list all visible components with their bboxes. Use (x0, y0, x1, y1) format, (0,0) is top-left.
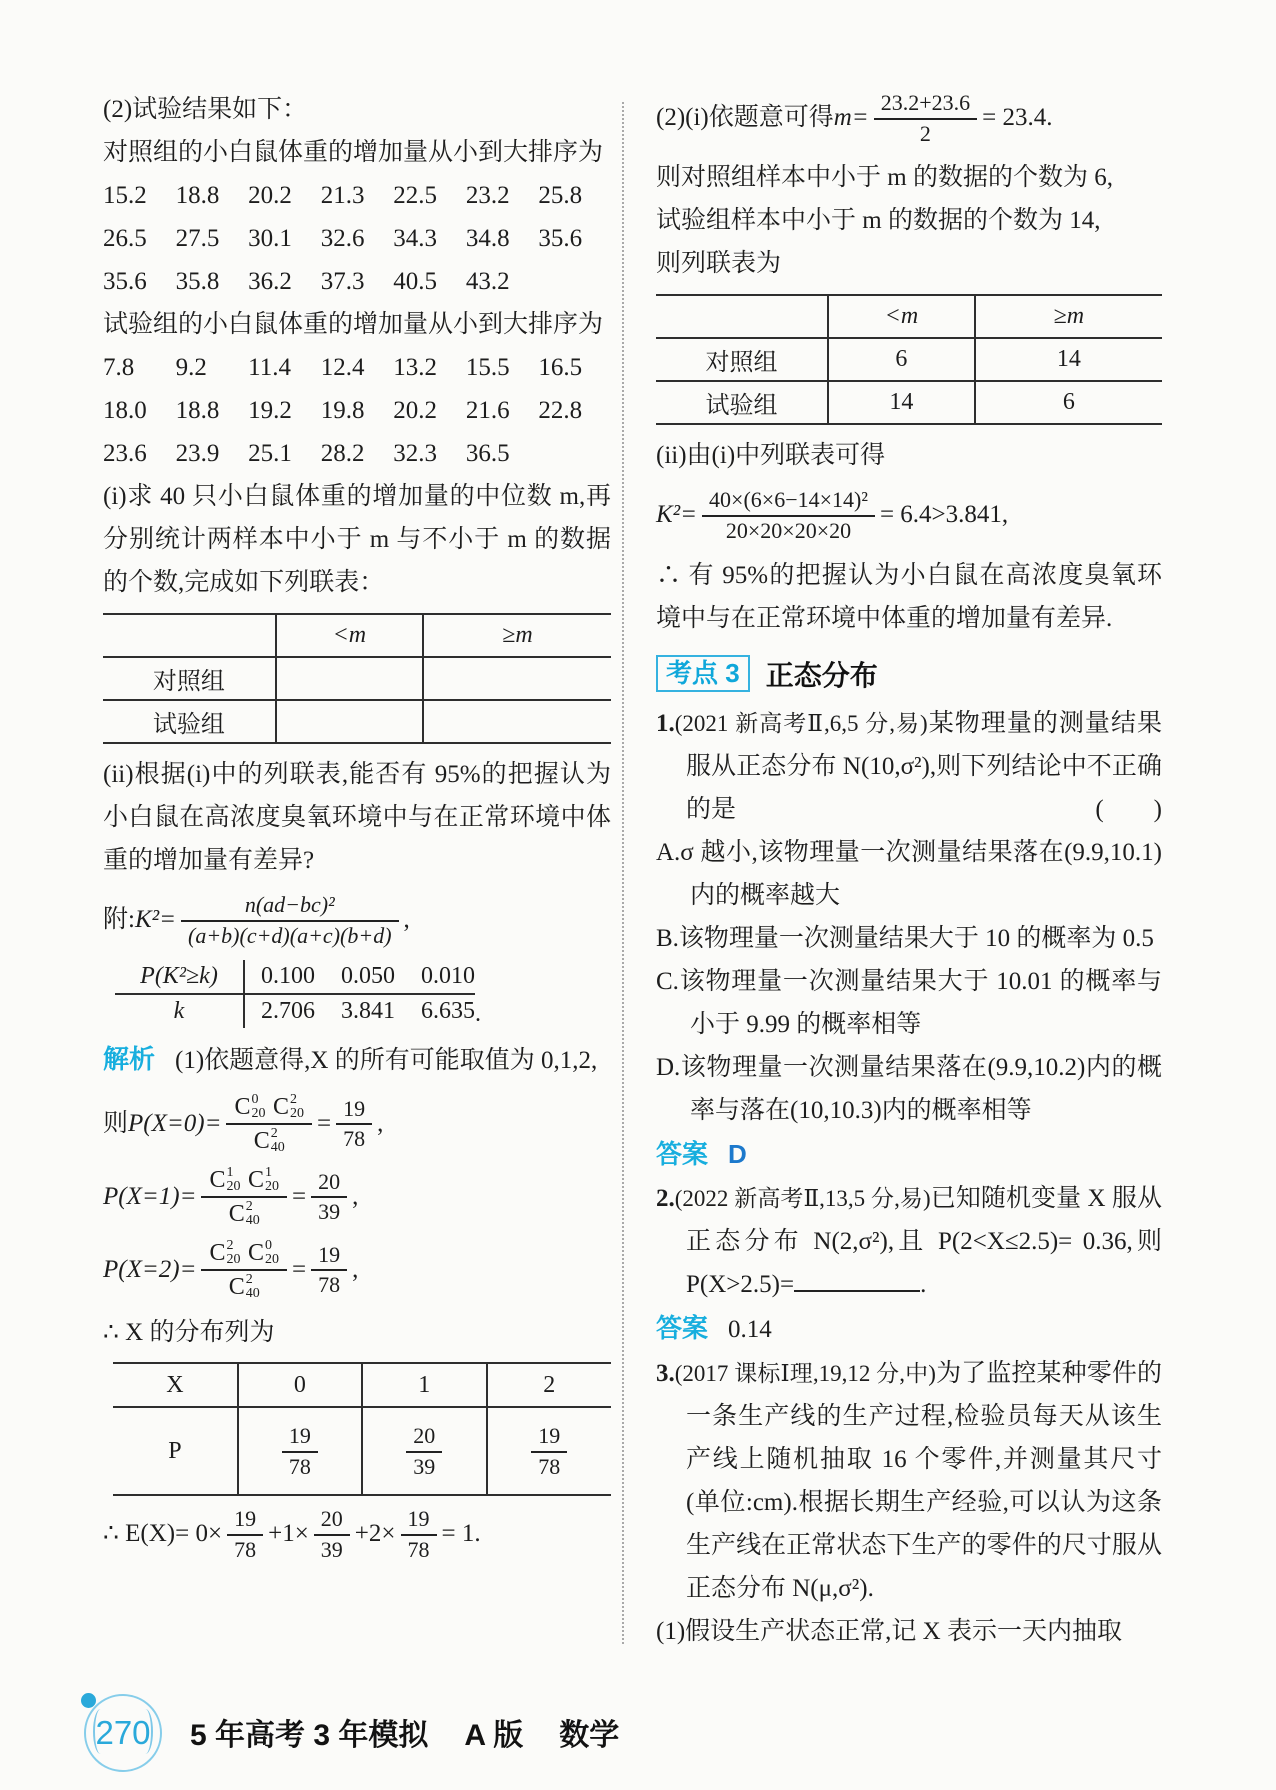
book-series-title: 5 年高考 3 年模拟 (190, 1719, 429, 1752)
weight-value: 22.8 (538, 397, 583, 424)
topic-heading (656, 654, 1162, 694)
table-row (115, 993, 475, 1028)
weight-value: 23.2 (465, 182, 510, 209)
table-row (656, 381, 1162, 424)
solution-paragraph: 则列联表为 (656, 250, 782, 278)
fraction-denominator: 78 (538, 1453, 561, 1479)
k-value: 6.635 (421, 998, 475, 1025)
formula-mid: +1× (268, 1520, 309, 1548)
left-column (103, 88, 611, 1573)
question-3-sub-part: (1)假设生产状态正常,记 X 表示一天内抽取 (656, 1617, 1122, 1645)
topic-badge: 考点 3 (656, 655, 750, 692)
table-cell: P (113, 1407, 237, 1495)
weight-value: 13.2 (393, 354, 438, 381)
fraction-denominator: 39 (320, 1536, 343, 1562)
table-header-row (103, 614, 611, 657)
weight-value: 9.2 (175, 354, 207, 381)
question-2 (656, 1177, 1162, 1306)
fraction-denominator: 78 (343, 1126, 366, 1152)
intro-paragraph: (2)试验结果如下： (103, 96, 308, 123)
weight-value: 18.0 (103, 397, 147, 424)
table-cell (243, 960, 475, 993)
combination-symbol: C (247, 1166, 264, 1193)
weight-value: 40.5 (393, 268, 438, 295)
table-cell: 6 (828, 338, 975, 381)
fraction-denominator (226, 1125, 312, 1155)
formula-tail: , (352, 1182, 359, 1210)
formula-lhs: P(X=1)= (103, 1182, 197, 1210)
weight-value: 25.1 (248, 440, 292, 467)
k2-computation-formula (656, 487, 1162, 543)
combination-symbol: C (209, 1166, 226, 1193)
combination-symbol: C (228, 1200, 245, 1227)
weight-value: 16.5 (538, 354, 583, 381)
answer-brackets: ( ) (1095, 795, 1162, 823)
combination (209, 1239, 240, 1267)
superscript: 2 (226, 1238, 234, 1254)
table-row (113, 1407, 611, 1495)
option-b: B.该物理量一次测量结果大于 10 的概率为 0.5 (656, 924, 1154, 952)
badge-dot-icon (81, 1693, 96, 1708)
weight-value: 32.3 (393, 440, 438, 467)
fraction (311, 1169, 347, 1225)
topic-title: 正态分布 (765, 659, 878, 691)
superscript: 1 (226, 1165, 234, 1181)
question-source: (2022 新高考Ⅱ,13,5 分,易) (674, 1185, 931, 1211)
weight-value: 26.5 (103, 225, 147, 252)
right-column (656, 88, 1162, 1653)
median-formula (656, 90, 1162, 146)
equals-sign: = (291, 1182, 307, 1210)
contingency-table-filled (656, 294, 1162, 425)
fraction (314, 1506, 350, 1562)
combination (229, 1273, 260, 1301)
table-cell (423, 700, 611, 743)
column-divider (622, 102, 624, 1644)
table-cell: 对照组 (103, 657, 276, 700)
book-edition: A 版 (464, 1719, 524, 1752)
combination (254, 1127, 285, 1155)
fraction (181, 892, 399, 948)
k-value: 2.706 (261, 998, 315, 1025)
subscript: 20 (251, 1106, 266, 1122)
fraction-numerator: 19 (336, 1096, 372, 1126)
table-cell: ≥m (423, 614, 611, 657)
fraction (336, 1096, 372, 1152)
fraction-numerator: 19 (531, 1423, 567, 1453)
probability-formula-x0 (103, 1092, 611, 1155)
fraction-denominator: 20×20×20×20 (725, 517, 852, 543)
subscript: 20 (264, 1179, 279, 1195)
fraction-numerator: n(ad−bc)² (181, 892, 399, 922)
fill-in-blank (794, 1267, 920, 1292)
superscript: 2 (270, 1126, 278, 1142)
solution-paragraph: 则对照组样本中小于 m 的数据的个数为 6, (656, 164, 1113, 192)
weight-value: 7.8 (103, 354, 135, 381)
fraction-numerator (201, 1238, 287, 1271)
question-number: 2. (656, 1184, 675, 1212)
answer-line-2 (656, 1306, 1162, 1352)
combination (273, 1093, 304, 1121)
combination-symbol: C (272, 1093, 289, 1120)
combination (248, 1166, 279, 1194)
weight-value: 36.2 (248, 268, 292, 295)
test-group-intro: 试验组的小白鼠体重的增加量从小到大排序为 (103, 311, 604, 338)
table-cell (238, 1407, 362, 1495)
control-data-row (103, 217, 611, 260)
weight-value: 35.6 (538, 225, 583, 252)
formula-lead: (2)(i)依题意可得 (656, 104, 834, 132)
fraction-numerator: 40×(6×6−14×14)² (702, 487, 875, 517)
weight-value: 32.6 (320, 225, 365, 252)
fraction (282, 1423, 318, 1479)
table-cell: ≥m (975, 295, 1162, 338)
weight-value: 35.8 (175, 268, 220, 295)
weight-value: 11.4 (248, 354, 291, 381)
question-text: . (920, 1270, 927, 1298)
fraction-denominator (201, 1271, 287, 1301)
question-number: 1. (656, 709, 675, 737)
formula-mid: +2× (354, 1520, 396, 1548)
superscript: 0 (251, 1092, 259, 1108)
formula-lead: 则 (103, 1109, 129, 1137)
combination-symbol: C (228, 1273, 245, 1300)
formula-prefix: 附: (103, 906, 135, 934)
weight-value: 20.2 (393, 397, 438, 424)
fraction-denominator: 39 (318, 1199, 341, 1225)
superscript: 2 (245, 1199, 253, 1215)
weight-value: 34.3 (393, 225, 438, 252)
table-cell: <m (276, 614, 423, 657)
table-cell: 试验组 (656, 381, 828, 424)
formula-tail: , (377, 1109, 384, 1137)
combination-symbol: C (253, 1127, 270, 1154)
test-data-row (103, 389, 611, 432)
table-cell: 2 (487, 1363, 611, 1407)
weight-value: 22.5 (393, 182, 438, 209)
table-row (103, 657, 611, 700)
weight-value: 27.5 (175, 225, 220, 252)
analysis-label: 解析 (103, 1044, 156, 1075)
weight-value: 19.8 (320, 397, 365, 424)
table-cell: P(K²≥k) (140, 963, 218, 990)
page-number: 270 (95, 1714, 151, 1751)
fraction-denominator: 78 (407, 1536, 430, 1562)
combination-symbol: C (234, 1093, 251, 1120)
critical-value-table-wrap (115, 960, 611, 1028)
k-value: 3.841 (341, 998, 395, 1025)
fraction-numerator: 19 (227, 1506, 263, 1536)
combination (209, 1166, 240, 1194)
weight-value: 37.3 (320, 268, 365, 295)
fraction (311, 1242, 347, 1298)
solution-paragraph: (ii)由(i)中列联表可得 (656, 442, 886, 470)
question-text: 某物理量的测量结果服从正态分布 N(10,σ²),则下列结论中不正确的是 (686, 709, 1162, 823)
weight-value: 34.8 (465, 225, 510, 252)
analysis-text: (1)依题意得,X 的所有可能取值为 0,1,2, (175, 1047, 598, 1075)
weight-value: 35.6 (103, 268, 147, 295)
subscript: 40 (245, 1286, 260, 1302)
probability-formula-x1 (103, 1165, 611, 1228)
combination (248, 1239, 279, 1267)
answer-value: 0.14 (728, 1315, 772, 1343)
fraction-numerator: 19 (282, 1423, 318, 1453)
option-a: A.σ 越小,该物理量一次测量结果落在(9.9,10.1)内的概率越大 (656, 838, 1162, 909)
weight-value: 23.9 (175, 440, 220, 467)
table-cell (487, 1407, 611, 1495)
part-i-question: (i)求 40 只小白鼠体重的增加量的中位数 m,再分别统计两样本中小于 m 与不小于 m 的数据的个数,完成如下列联表： (103, 483, 611, 596)
critical-value-table (115, 960, 475, 1028)
subscript: 20 (226, 1252, 241, 1268)
subscript: 20 (264, 1252, 279, 1268)
fraction (201, 1165, 287, 1228)
fraction (226, 1092, 312, 1155)
superscript: 2 (245, 1272, 253, 1288)
question-text: 已知随机变量 X 服从正态分布 N(2,σ²),且 P(2<X≤2.5)= 0.36,则 P(X>2.5)= (686, 1184, 1162, 1298)
combination-symbol: C (209, 1239, 226, 1266)
fraction (201, 1238, 287, 1301)
formula-lhs: K²= (656, 501, 698, 529)
subscript: 40 (245, 1213, 260, 1229)
book-subject: 数学 (559, 1719, 620, 1752)
distribution-table (113, 1362, 611, 1496)
part-ii-question: (ii)根据(i)中的列联表,能否有 95%的把握认为小白鼠在高浓度臭氧环境中与在正常环境中体重的增加量有差异? (103, 761, 611, 874)
table-cell: 0 (238, 1363, 362, 1407)
distribution-intro: ∴ X 的分布列为 (103, 1319, 275, 1347)
fraction-denominator: 78 (318, 1272, 341, 1298)
fraction-denominator: 78 (234, 1536, 257, 1562)
fraction-numerator: 20 (311, 1169, 347, 1199)
table-cell (276, 700, 423, 743)
fraction-denominator: 2 (919, 120, 931, 146)
question-source: (2017 课标Ⅰ理,19,12 分,中) (674, 1360, 936, 1386)
combination (229, 1200, 260, 1228)
option-d: D.该物理量一次测量结果落在(9.9,10.2)内的概率与落在(10,10.3)内的概率相等 (656, 1053, 1162, 1124)
table-cell (656, 295, 828, 338)
table-row (103, 700, 611, 743)
analysis-paragraph (103, 1038, 611, 1082)
formula-tail: = 23.4. (982, 104, 1053, 132)
conclusion-paragraph: ∴ 有 95%的把握认为小白鼠在高浓度臭氧环境中与在正常环境中体重的增加量有差异. (656, 561, 1162, 632)
table-cell: 1 (362, 1363, 486, 1407)
weight-value: 15.5 (465, 354, 510, 381)
weight-value: 30.1 (248, 225, 292, 252)
formula-lead: ∴ E(X)= 0× (103, 1520, 223, 1548)
table-header-row (656, 295, 1162, 338)
weight-value: 21.3 (320, 182, 365, 209)
weight-value: 20.2 (248, 182, 292, 209)
table-cell: k (173, 998, 185, 1025)
weight-value: 18.8 (175, 182, 220, 209)
p-value: 0.050 (341, 963, 395, 990)
table-header-row (113, 1363, 611, 1407)
question-source: (2021 新高考Ⅱ,6,5 分,易) (674, 710, 928, 736)
fraction (531, 1423, 567, 1479)
answer-label: 答案 (656, 1138, 709, 1169)
formula-lhs: K²= (134, 906, 176, 934)
formula-lhs: P(X=0)= (128, 1109, 222, 1137)
probability-formula-x2 (103, 1238, 611, 1301)
formula-lhs: m= (833, 104, 869, 132)
combination (234, 1093, 265, 1121)
equals-sign: = (291, 1255, 307, 1283)
weight-value: 19.2 (248, 397, 292, 424)
weight-value: 15.2 (103, 182, 147, 209)
page-number-badge (84, 1694, 162, 1772)
weight-value: 12.4 (320, 354, 365, 381)
option-c: C.该物理量一次测量结果大于 10.01 的概率与小于 9.99 的概率相等 (656, 967, 1162, 1038)
table-cell: X (113, 1363, 237, 1407)
question-1 (656, 702, 1162, 831)
formula-tail: = 6.4>3.841, (879, 501, 1009, 529)
footer (190, 1710, 619, 1754)
fraction-numerator (201, 1165, 287, 1198)
superscript: 1 (264, 1165, 272, 1181)
control-data-row (103, 260, 611, 303)
table-row (115, 960, 475, 993)
table-cell: <m (828, 295, 975, 338)
superscript: 2 (289, 1092, 297, 1108)
test-data-row (103, 346, 611, 389)
formula-tail: = 1. (441, 1520, 481, 1548)
table-cell (362, 1407, 486, 1495)
period: . (475, 1001, 481, 1028)
k2-definition-formula (103, 892, 611, 948)
weight-value: 23.6 (103, 440, 147, 467)
expectation-formula (103, 1506, 611, 1562)
table-cell: 14 (975, 338, 1162, 381)
question-text: 为了监控某种零件的一条生产线的生产过程,检验员每天从该生产线上随机抽取 16 个零件,并测量其尺寸(单位:cm).根据长期生产经验,可以认为这条生产线在正常状态下生产的零件的尺寸服从正态分布 N(μ,σ²). (686, 1359, 1162, 1602)
p-value: 0.100 (261, 963, 315, 990)
formula-tail: , (403, 906, 410, 934)
fraction-numerator (226, 1092, 312, 1125)
question-number: 3. (656, 1359, 675, 1387)
formula-lhs: P(X=2)= (103, 1255, 197, 1283)
table-cell: 对照组 (656, 338, 828, 381)
p-value: 0.010 (421, 963, 475, 990)
control-group-intro: 对照组的小白鼠体重的增加量从小到大排序为 (103, 139, 604, 166)
subscript: 20 (289, 1106, 304, 1122)
fraction-numerator: 23.2+23.6 (874, 90, 977, 120)
fraction-denominator: 78 (288, 1453, 311, 1479)
answer-value: D (728, 1138, 747, 1169)
answer-label: 答案 (656, 1312, 709, 1343)
table-cell: 试验组 (103, 700, 276, 743)
subscript: 20 (226, 1179, 241, 1195)
contingency-table-empty (103, 613, 611, 744)
question-3 (656, 1352, 1162, 1610)
weight-value: 25.8 (538, 182, 583, 209)
table-cell (423, 657, 611, 700)
table-cell (103, 614, 276, 657)
table-row (656, 338, 1162, 381)
weight-value: 21.6 (465, 397, 510, 424)
fraction (874, 90, 977, 146)
equals-sign: = (316, 1109, 332, 1137)
solution-paragraph: 试验组样本中小于 m 的数据的个数为 14, (656, 207, 1101, 235)
weight-value: 28.2 (320, 440, 365, 467)
weight-value: 43.2 (465, 268, 510, 295)
fraction (406, 1423, 442, 1479)
fraction (401, 1506, 437, 1562)
subscript: 40 (270, 1140, 285, 1156)
fraction-numerator: 19 (401, 1506, 437, 1536)
weight-value: 18.8 (175, 397, 220, 424)
answer-line-1 (656, 1132, 1162, 1177)
fraction-denominator (201, 1198, 287, 1228)
table-cell (276, 657, 423, 700)
weight-value: 36.5 (465, 440, 510, 467)
table-cell: 14 (828, 381, 975, 424)
fraction-numerator: 20 (314, 1506, 350, 1536)
fraction-denominator: 39 (413, 1453, 436, 1479)
fraction-numerator: 20 (406, 1423, 442, 1453)
formula-tail: , (352, 1255, 359, 1283)
control-data-row (103, 174, 611, 217)
table-cell: 6 (975, 381, 1162, 424)
test-data-row (103, 432, 611, 475)
superscript: 0 (264, 1238, 272, 1254)
table-cell (243, 995, 475, 1028)
fraction-numerator: 19 (311, 1242, 347, 1272)
combination-symbol: C (247, 1239, 264, 1266)
fraction-denominator: (a+b)(c+d)(a+c)(b+d) (188, 922, 392, 948)
fraction (702, 487, 875, 543)
fraction (227, 1506, 263, 1562)
